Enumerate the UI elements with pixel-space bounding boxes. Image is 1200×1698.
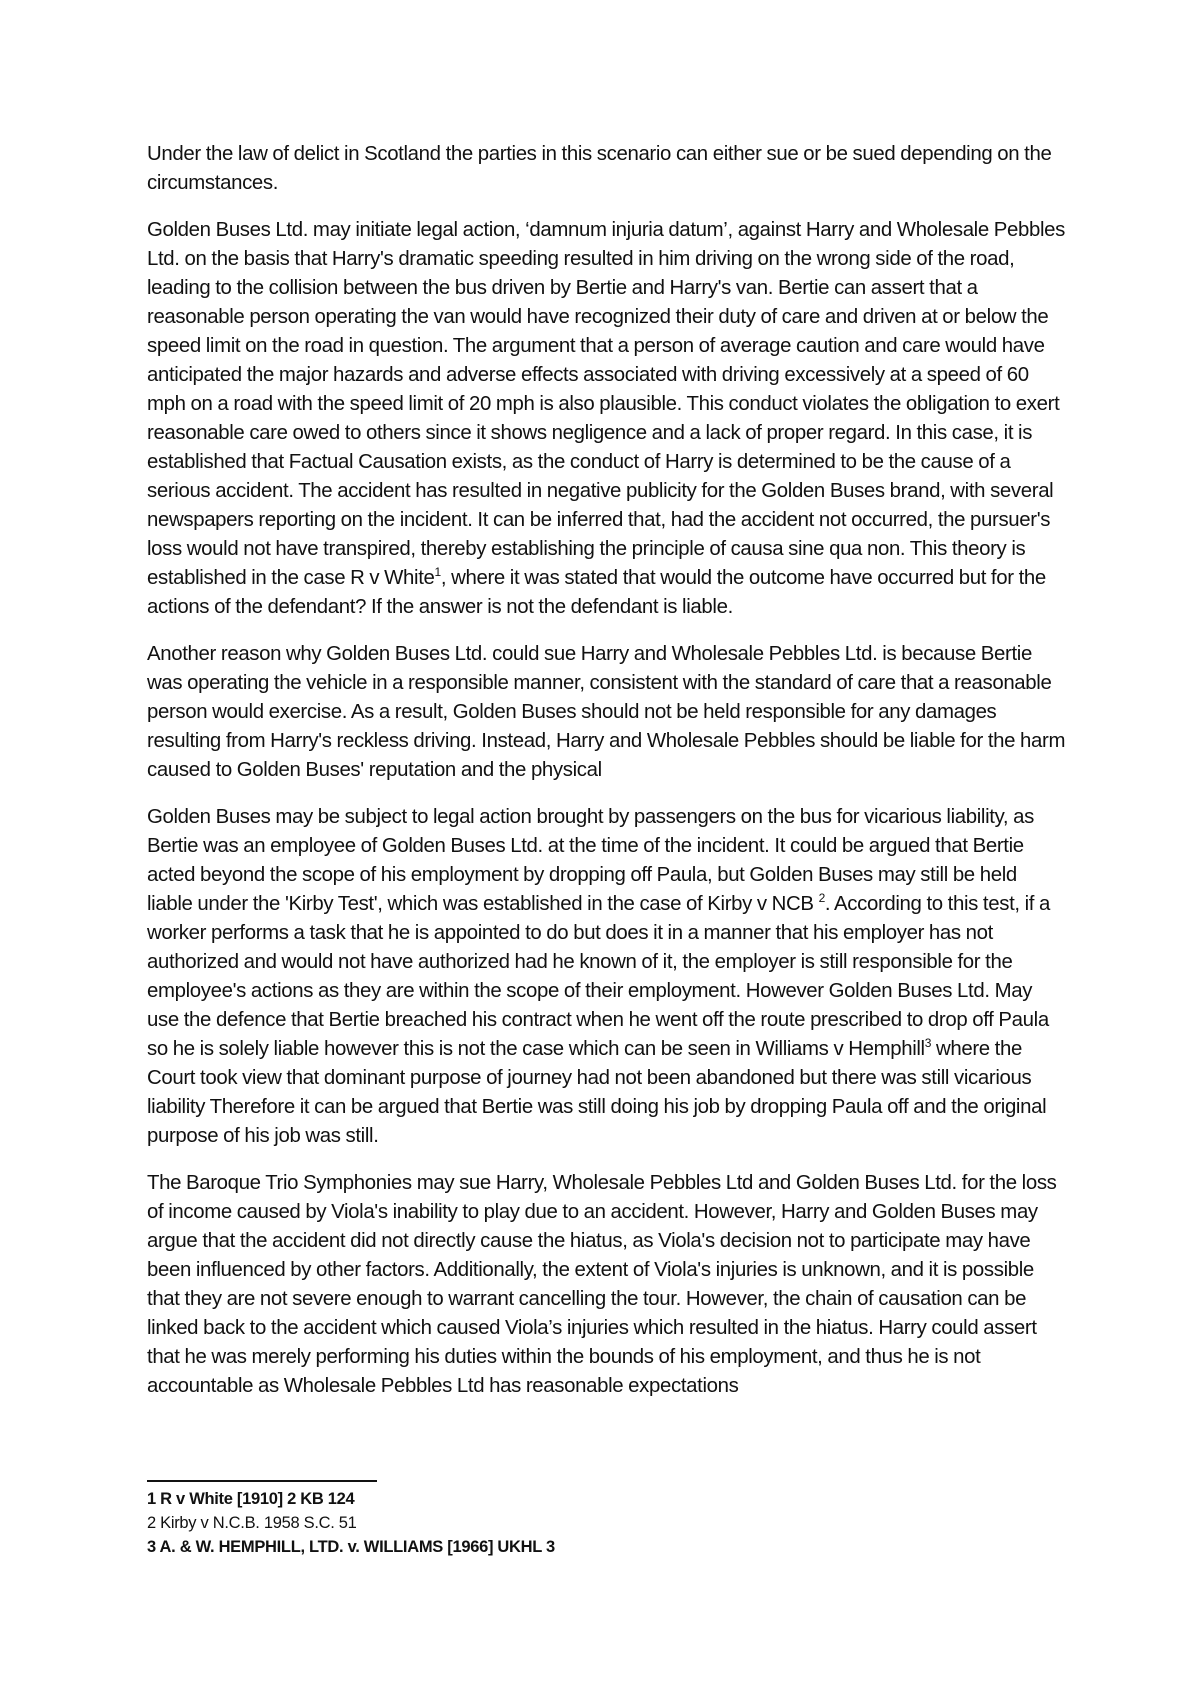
footnote-reference: 3	[924, 1036, 932, 1051]
paragraph-golden-buses-action	[147, 216, 1067, 622]
paragraph-baroque-trio	[147, 1169, 1067, 1401]
paragraph-text: , where it was stated that would the outcome have occurred but for the actions of the defendant? If the answer is not the defendant is liable.	[147, 567, 1046, 618]
paragraph-text: The Baroque Trio Symphonies may sue Harry, Wholesale Pebbles Ltd and Golden Buses Ltd. for the loss of income caused by Viola's inability to play due to an accident. However, Harry and Golden Buses may argue that the accident did not directly cause the hiatus, as Viola's decision not to participate may have been influenced by other factors. Additionally, the extent of Viola's injuries is unknown, and it is possible that they are not severe enough to warrant cancelling the tour. However, the chain of causation can be linked back to the accident which caused Viola’s injuries which resulted in the hiatus. Harry could assert that he was merely performing his duties within the bounds of his employment, and thus he is not accountable as Wholesale Pebbles Ltd has reasonable expectations	[147, 1172, 1057, 1397]
footnote-1: 1 R v White [1910] 2 KB 124	[147, 1490, 355, 1508]
footnote-2: 2 Kirby v N.C.B. 1958 S.C. 51	[147, 1514, 357, 1532]
document-body	[147, 140, 1067, 1419]
paragraph-text: Golden Buses may be subject to legal action brought by passengers on the bus for vicarious liability, as Bertie was an employee of Golden Buses Ltd. at the time of the incident. It could be argued that Bertie acted beyond the scope of his employment by dropping off Paula, but Golden Buses may still be held liable under the 'Kirby Test', which was established in the case of Kirby v NCB	[147, 806, 1034, 915]
footnote-reference: 2	[818, 891, 825, 906]
paragraph-text: Another reason why Golden Buses Ltd. could sue Harry and Wholesale Pebbles Ltd. is because Bertie was operating the vehicle in a responsible manner, consistent with the standard of care that a reasonable person would exercise. As a result, Golden Buses should not be held responsible for any damages resulting from Harry's reckless driving. Instead, Harry and Wholesale Pebbles should be liable for the harm caused to Golden Buses' reputation and the physical	[147, 643, 1066, 781]
footnote-separator	[147, 1480, 377, 1482]
paragraph-text: . According to this test, if a worker performs a task that he is appointed to do but does it in a manner that his employer has not authorized and would not have authorized had he known of it, the employer is still responsible for the employee's actions as they are within the scope of their employment. However Golden Buses Ltd. May use the defence that Bertie breached his contract when he went off the route prescribed to drop off Paula so he is solely liable however this is not the case which can be seen in Williams v Hemphill	[147, 893, 1051, 1060]
paragraph-text: Golden Buses Ltd. may initiate legal action, ‘damnum injuria datum’, against Harry and Wholesale Pebbles Ltd. on the basis that Harry's dramatic speeding resulted in him driving on the wrong side of the road, leading to the collision between the bus driven by Bertie and Harry's van. Bertie can assert that a reasonable person operating the van would have recognized their duty of care and driven at or below the speed limit on the road in question. The argument that a person of average caution and care would have anticipated the major hazards and adverse effects associated with driving excessively at a speed of 60 mph on a road with the speed limit of 20 mph is also plausible. This conduct violates the obligation to exert reasonable care owed to others since it shows negligence and a lack of proper regard. In this case, it is established that Factual Causation exists, as the conduct of Harry is determined to be the cause of a serious accident. The accident has resulted in negative publicity for the Golden Buses brand, with several newspapers reporting on the incident. It can be inferred that, had the accident not occurred, the pursuer's loss would not have transpired, thereby establishing the principle of causa sine qua non. This theory is established in the case R v White	[147, 219, 1066, 589]
paragraph-vicarious-liability	[147, 803, 1067, 1151]
paragraph-text: where the Court took view that dominant purpose of journey had not been abandoned but there was still vicarious liability Therefore it can be argued that Bertie was still doing his job by dropping Paula off and the original purpose of his job was still.	[147, 1038, 1047, 1147]
footnotes	[147, 1487, 847, 1559]
paragraph-intro	[147, 140, 1067, 198]
footnote-reference: 1	[434, 565, 441, 580]
footnote-3: 3 A. & W. HEMPHILL, LTD. v. WILLIAMS [1966] UKHL 3	[147, 1538, 555, 1556]
paragraph-text: Under the law of delict in Scotland the parties in this scenario can either sue or be sued depending on the circumstances.	[147, 143, 1052, 194]
paragraph-another-reason	[147, 640, 1067, 785]
